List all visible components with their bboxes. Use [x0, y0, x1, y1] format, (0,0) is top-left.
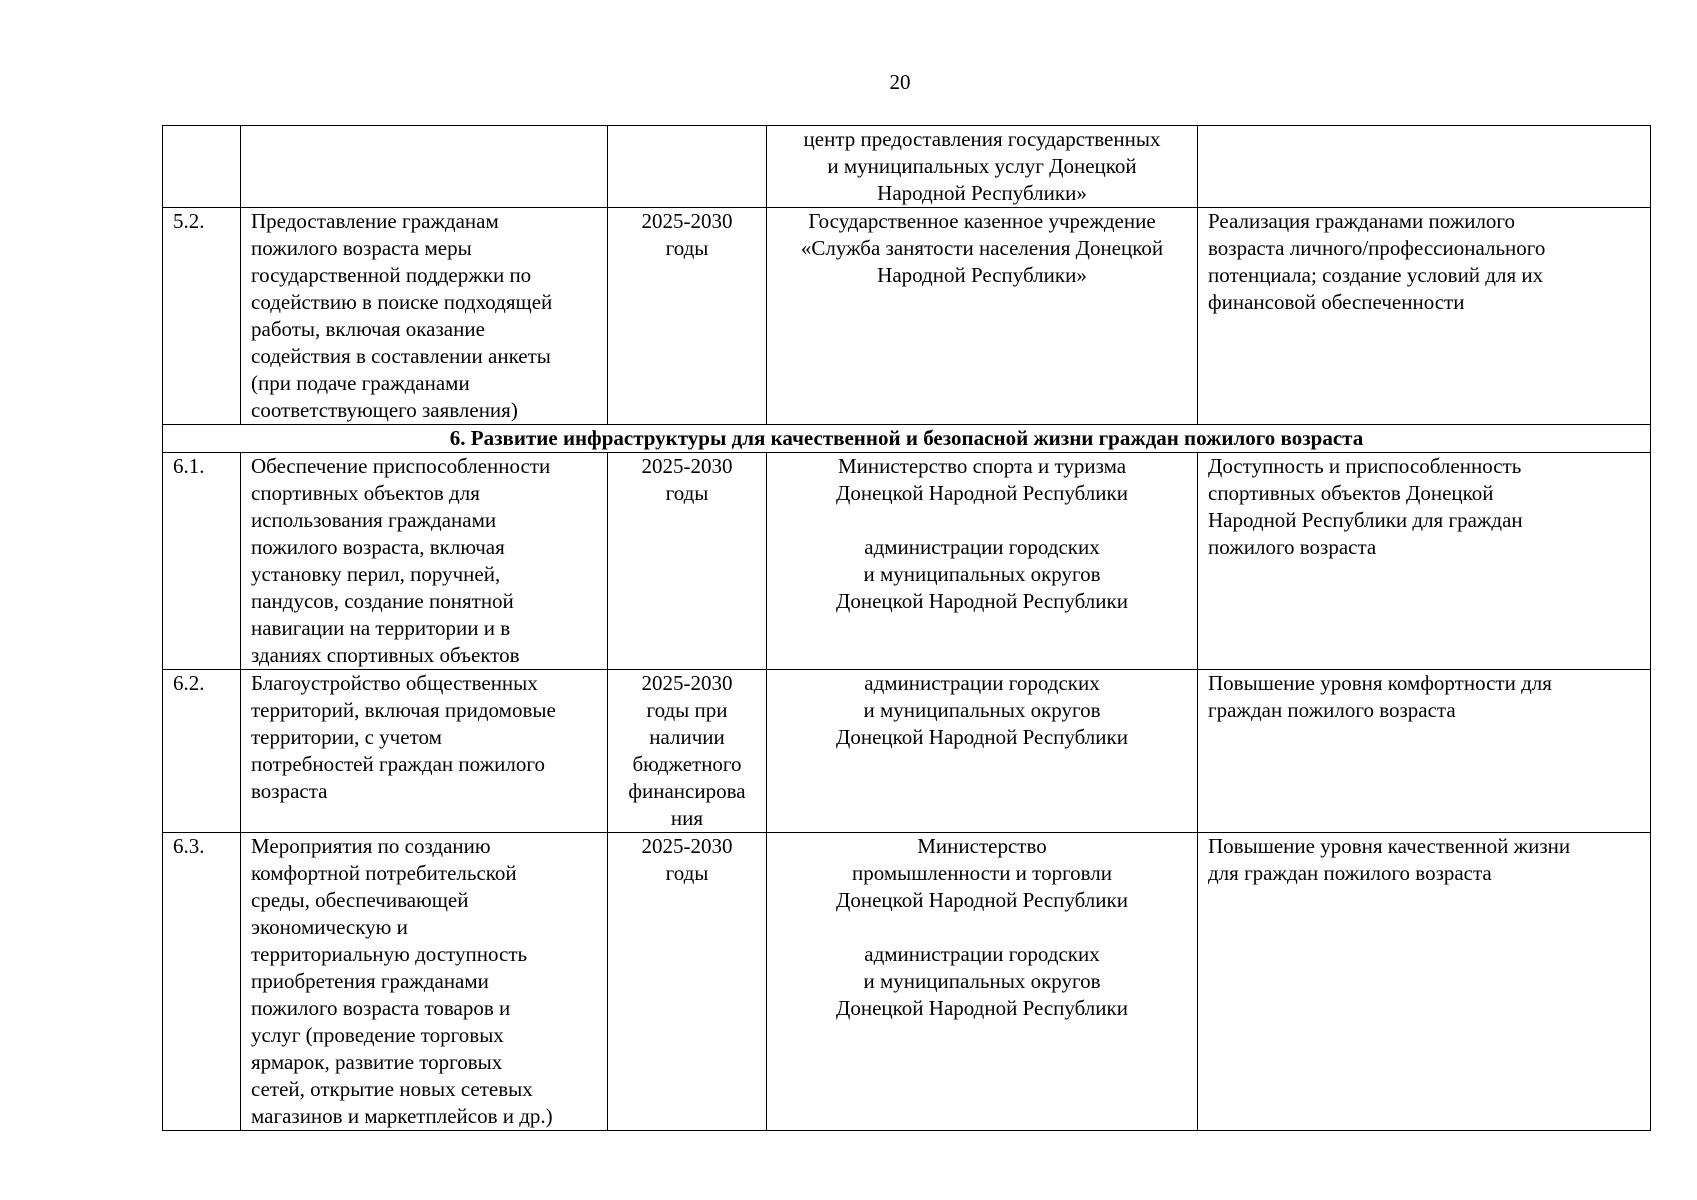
cell-event-name: Обеспечение приспособленности спортивных объектов для использования гражданами пожилого возраста, включая установку перил, поручней, пандусов, создание понятной навигации на территории и в зданиях спортивных объектов [241, 453, 608, 670]
cell-number: 6.1. [163, 453, 241, 670]
cell-result: Повышение уровня качественной жизни для граждан пожилого возраста [1198, 833, 1651, 1131]
cell-executor: администрации городских и муниципальных округов Донецкой Народной Республики [767, 670, 1198, 833]
cell-event-name: Предоставление гражданам пожилого возраста меры государственной поддержки по содействию в поиске подходящей работы, включая оказание содействия в составлении анкеты (при подаче гражданами соответствующего заявления) [241, 208, 608, 425]
cell-period: 2025-2030 годы [608, 453, 767, 670]
cell-event-name: Мероприятия по созданию комфортной потребительской среды, обеспечивающей экономическую и территориальную доступность приобретения гражданами пожилого возраста товаров и услуг (проведение торговых ярмарок, развитие торговых сетей, открытие новых сетевых магазинов и маркетплейсов и др.) [241, 833, 608, 1131]
cell-result: Повышение уровня комфортности для граждан пожилого возраста [1198, 670, 1651, 833]
cell-event-name: Благоустройство общественных территорий, включая придомовые территории, с учетом потребностей граждан пожилого возраста [241, 670, 608, 833]
cell-period: 2025-2030 годы [608, 208, 767, 425]
cell-number: 6.3. [163, 833, 241, 1131]
section-heading-row [163, 425, 1651, 453]
cell-executor: Министерство промышленности и торговли Донецкой Народной Республики администрации городских и муниципальных округов Донецкой Народной Республики [767, 833, 1198, 1131]
page-number: 20 [889, 70, 911, 94]
cell-number: 6.2. [163, 670, 241, 833]
cell-period: 2025-2030 годы [608, 833, 767, 1131]
section-title: 6. Развитие инфраструктуры для качественной и безопасной жизни граждан пожилого возраста [163, 425, 1651, 453]
cell-period: 2025-2030 годы при наличии бюджетного финансирова ния [608, 670, 767, 833]
cell-event-name [241, 126, 608, 208]
table-row [163, 453, 1651, 670]
table-row [163, 670, 1651, 833]
cell-executor: Министерство спорта и туризма Донецкой Народной Республики администрации городских и муниципальных округов Донецкой Народной Республики [767, 453, 1198, 670]
action-plan-table [162, 125, 1651, 1131]
cell-number: 5.2. [163, 208, 241, 425]
table-row [163, 833, 1651, 1131]
table-body [163, 126, 1651, 1131]
cell-result: Доступность и приспособленность спортивных объектов Донецкой Народной Республики для граждан пожилого возраста [1198, 453, 1651, 670]
table-row-continuation [163, 126, 1651, 208]
table-row [163, 208, 1651, 425]
cell-executor: центр предоставления государственных и муниципальных услуг Донецкой Народной Республики» [767, 126, 1198, 208]
cell-result [1198, 126, 1651, 208]
cell-period [608, 126, 767, 208]
cell-executor: Государственное казенное учреждение «Служба занятости населения Донецкой Народной Республики» [767, 208, 1198, 425]
cell-number [163, 126, 241, 208]
cell-result: Реализация гражданами пожилого возраста личного/профессионального потенциала; создание условий для их финансовой обеспеченности [1198, 208, 1651, 425]
